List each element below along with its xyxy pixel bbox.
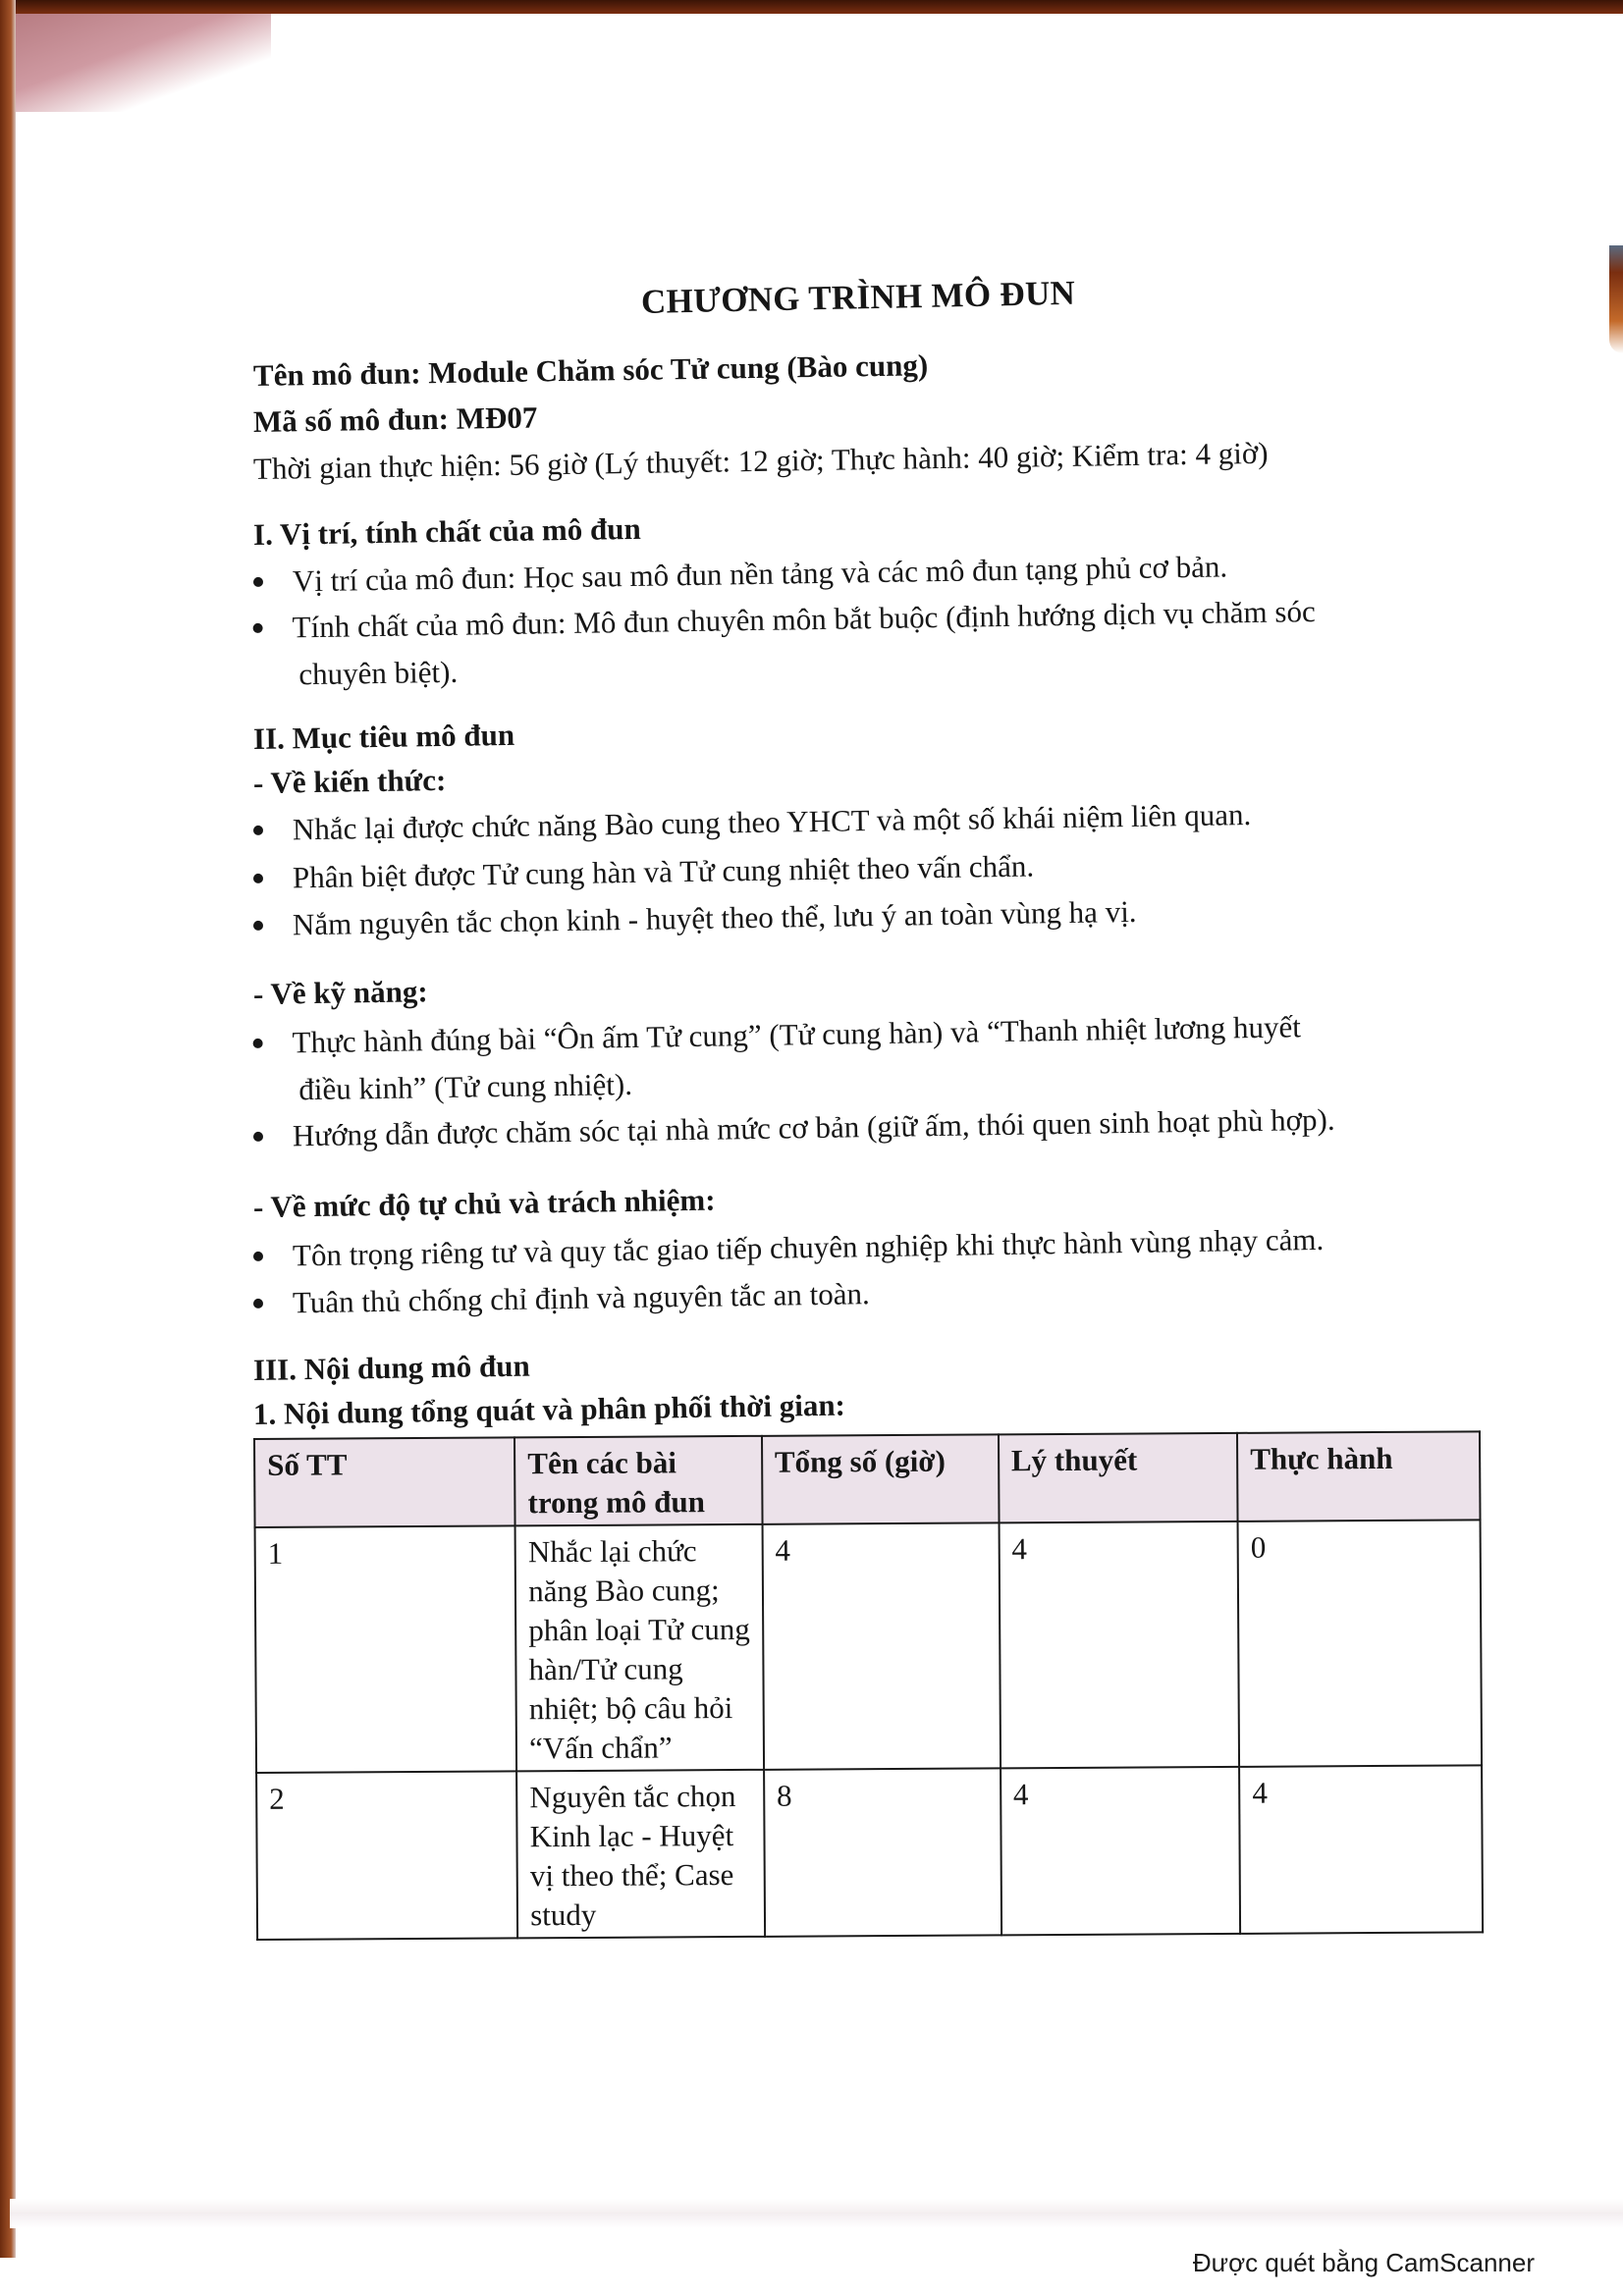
bullet-icon — [253, 1132, 263, 1142]
table-cell: 4 — [1001, 1767, 1240, 1935]
responsibility-bullet: Tuân thủ chống chỉ định và nguyên tắc an toàn. — [253, 1276, 870, 1321]
table-row — [256, 1765, 1483, 1940]
bullet-icon — [253, 1039, 263, 1048]
table-cell: 2 — [256, 1771, 517, 1940]
table-cell: 4 — [999, 1522, 1239, 1768]
table-cell: 1 — [255, 1525, 517, 1773]
section3-heading: III. Nội dung mô đun — [252, 1348, 530, 1387]
table-cell: Nguyên tắc chọn Kinh lạc - Huyệt vị theo thể; Case study — [516, 1770, 765, 1939]
bullet-icon — [253, 1299, 263, 1308]
skills-heading: - Về kỹ năng: — [252, 974, 428, 1011]
responsibility-bullet: Tôn trọng riêng tư và quy tắc giao tiếp chuyên nghiệp khi thực hành vùng nhạy cảm. — [253, 1222, 1325, 1274]
responsibility-heading: - Về mức độ tự chủ và trách nhiệm: — [252, 1182, 716, 1224]
bullet-icon — [253, 921, 263, 931]
table-cell: 4 — [1239, 1765, 1483, 1934]
header-cell: Tên các bài trong mô đun — [514, 1436, 762, 1526]
header-cell: Số TT — [254, 1437, 515, 1527]
knowledge-bullet: Nhắc lại được chức năng Bào cung theo YHCT và một số khái niệm liên quan. — [253, 797, 1252, 848]
knowledge-heading: - Về kiến thức: — [252, 762, 447, 800]
table-cell: 4 — [762, 1522, 1000, 1769]
knowledge-bullet: Nắm nguyên tắc chọn kinh - huyệt theo thể, lưu ý an toàn vùng hạ vị. — [253, 894, 1137, 943]
module-name: Tên mô đun: Module Chăm sóc Tử cung (Bào cung) — [252, 347, 929, 393]
skills-bullet: Hướng dẫn được chăm sóc tại nhà mức cơ bản (giữ ấm, thói quen sinh hoạt phù hợp). — [253, 1102, 1335, 1154]
bullet-icon — [253, 577, 263, 587]
table-header-row — [254, 1431, 1481, 1527]
bullet-icon — [253, 623, 263, 633]
module-duration: Thời gian thực hiện: 56 giờ (Lý thuyết: 12 giờ; Thực hành: 40 giờ; Kiểm tra: 4 giờ) — [252, 435, 1269, 486]
section1-heading: I. Vị trí, tính chất của mô đun — [252, 510, 641, 552]
skills-bullet: Thực hành đúng bài “Ôn ấm Tử cung” (Tử cung hàn) và “Thanh nhiệt lương huyết điều kinh” (Tử cung nhiệt). — [252, 1009, 1302, 1108]
bullet-icon — [253, 826, 263, 835]
section2-heading: II. Mục tiêu mô đun — [252, 717, 515, 756]
scan-shadow-corner — [16, 14, 271, 112]
header-cell: Lý thuyết — [999, 1433, 1238, 1522]
module-code: Mã số mô đun: MĐ07 — [252, 400, 538, 439]
scan-edge-bottom — [10, 2199, 1623, 2228]
table-cell: Nhắc lại chức năng Bào cung; phân loại Tử cung hàn/Tử cung nhiệt; bộ câu hỏi “Vấn chẩn” — [515, 1524, 764, 1772]
time-allocation-table — [253, 1430, 1484, 1941]
bullet-icon — [253, 1252, 263, 1261]
document-title: CHƯƠNG TRÌNH MÔ ĐUN — [640, 273, 1076, 321]
table-cell: 0 — [1238, 1520, 1482, 1767]
table-row — [255, 1520, 1483, 1773]
camscanner-watermark: Được quét bằng CamScanner — [1192, 2248, 1535, 2277]
table-cell: 8 — [764, 1768, 1001, 1936]
section1-bullet: Vị trí của mô đun: Học sau mô đun nền tảng và các mô đun tạng phủ cơ bản. — [253, 549, 1228, 600]
scan-edge-left — [0, 0, 16, 2258]
header-cell: Thực hành — [1237, 1431, 1480, 1522]
header-cell: Tổng số (giờ) — [762, 1434, 1000, 1523]
section1-bullet: Tính chất của mô đun: Mô đun chuyên môn bắt buộc (định hướng dịch vụ chăm sóc chuyên biệt). — [252, 594, 1316, 693]
scan-edge-right — [1609, 245, 1623, 353]
knowledge-bullet: Phân biệt được Tử cung hàn và Tử cung nhiệt theo vấn chẩn. — [253, 849, 1035, 896]
section3-subheading: 1. Nội dung tổng quát và phân phối thời gian: — [252, 1387, 846, 1431]
bullet-icon — [253, 874, 263, 883]
scan-edge-top — [0, 0, 1623, 14]
